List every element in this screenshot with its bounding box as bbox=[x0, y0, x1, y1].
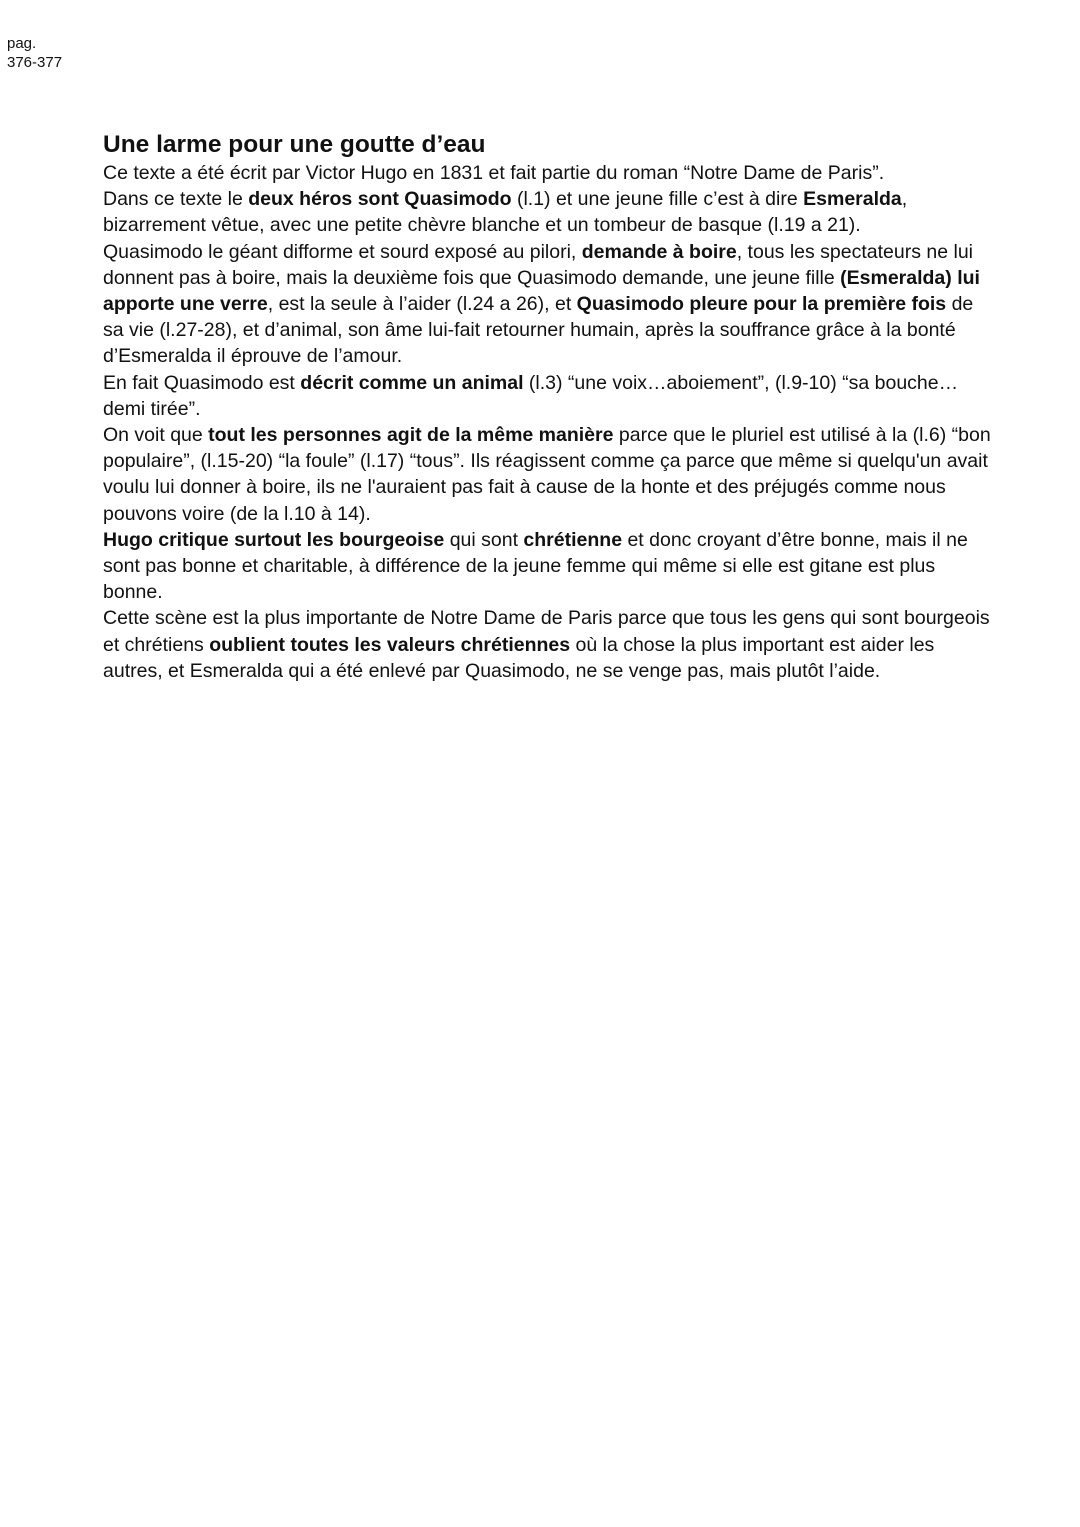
bold-text: Hugo critique surtout les bourgeoise bbox=[103, 528, 445, 551]
text-run: Quasimodo le géant difforme et sourd exposé au pilori, bbox=[103, 240, 582, 263]
text-run: où la chose la plus important est aider les autres, et Esmeralda qui a été enlevé par Quasimodo, ne se venge pas, mais plutôt l’aide. bbox=[103, 633, 935, 682]
text-run: Dans ce texte le bbox=[103, 188, 249, 211]
text-run: Cette scène est la plus importante de Notre Dame de Paris parce que tous les gens qui sont bourgeois et chrétiens bbox=[103, 607, 990, 656]
text-run: et donc croyant d’être bonne, mais il ne sont pas bonne et charitable, à différence de la jeune femme qui même si elle est gitane est plus bonne. bbox=[103, 528, 968, 604]
text-run: Ce texte a été écrit par Victor Hugo en 1831 et fait partie du roman “Notre Dame de Paris”. bbox=[103, 162, 885, 184]
text-run: (l.3) “une voix…aboiement”, (l.9-10) “sa bouche…demi tirée”. bbox=[103, 371, 959, 420]
bold-text: tout les personnes agit de la même manière bbox=[208, 424, 614, 447]
bold-text: deux héros sont Quasimodo bbox=[248, 188, 512, 211]
paragraph bbox=[103, 605, 993, 684]
bold-text: oublient toutes les valeurs chrétiennes bbox=[209, 633, 571, 656]
page-reference bbox=[7, 34, 62, 72]
text-run: , bizarrement vêtue, avec une petite chèvre blanche et un tombeur de basque (l.19 a 21). bbox=[103, 188, 908, 237]
page-reference-label: pag. bbox=[7, 35, 37, 52]
text-run: , est la seule à l’aider (l.24 a 26), et bbox=[267, 293, 577, 316]
text-run: (l.1) et une jeune fille c’est à dire bbox=[511, 188, 804, 211]
text-run: parce que le pluriel est utilisé à la (l.6) “bon populaire”, (l.15-20) “la foule” (l.17) “tous”. Ils réagissent comme ça parce que même si quelqu'un avait voulu lui donner à boire, ils ne l'auraient pas fait à cause de la honte et des préjugés comme nous pouvons voire (de la l.10 à 14). bbox=[103, 424, 991, 525]
text-run: On voit que bbox=[103, 424, 209, 447]
page-reference-range: 376-377 bbox=[7, 54, 63, 71]
text-run: En fait Quasimodo est bbox=[103, 371, 301, 394]
bold-text: Quasimodo pleure pour la première fois bbox=[576, 293, 947, 316]
paragraph bbox=[103, 422, 993, 527]
paragraph bbox=[103, 186, 993, 238]
paragraph bbox=[103, 370, 993, 422]
bold-text: décrit comme un animal bbox=[300, 371, 524, 394]
bold-text: (Esmeralda) lui apporte une verre bbox=[103, 266, 980, 316]
paragraph bbox=[103, 527, 993, 606]
document-body bbox=[103, 130, 993, 684]
text-run: , tous les spectateurs ne lui donnent pas à boire, mais la deuxième fois que Quasimodo demande, une jeune fille bbox=[103, 240, 974, 289]
paragraph bbox=[103, 160, 993, 186]
bold-text: demande à boire bbox=[581, 240, 737, 263]
bold-text: Esmeralda bbox=[803, 188, 902, 211]
bold-text: chrétienne bbox=[523, 528, 623, 551]
paragraph-list bbox=[103, 160, 993, 684]
text-run: de sa vie (l.27-28), et d’animal, son âme lui-fait retourner humain, après la souffrance grâce à la bonté d’Esmeralda il éprouve de l’amour. bbox=[103, 293, 974, 368]
paragraph bbox=[103, 239, 993, 370]
document-title: Une larme pour une goutte d’eau bbox=[103, 131, 486, 158]
text-run: qui sont bbox=[444, 528, 524, 551]
